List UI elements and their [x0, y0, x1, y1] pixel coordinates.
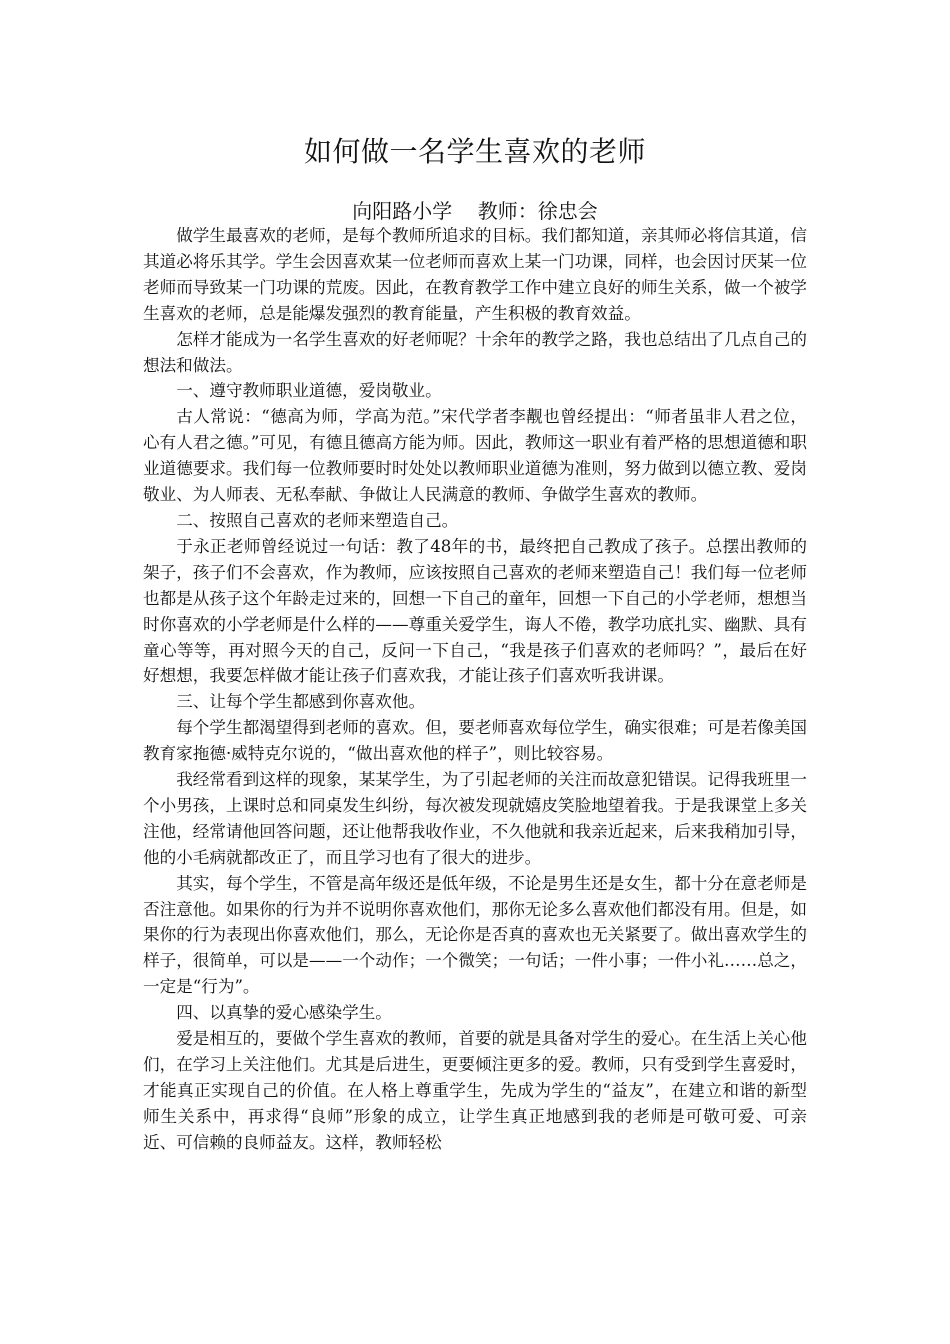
paragraph: 我经常看到这样的现象，某某学生，为了引起老师的关注而故意犯错误。记得我班里一个小男孩，上课时总和同桌发生纠纷，每次被发现就嬉皮笑脸地望着我。于是我课堂上多关注他，经常请他回答问题，还让他帮我收作业，不久他就和我亲近起来，后来我稍加引导，他的小毛病就都改正了，而且学习也有了很大的进步。 [143, 770, 807, 867]
paragraph: 做学生最喜欢的老师，是每个教师所追求的目标。我们都知道，亲其师必将信其道，信其道必将乐其学。学生会因喜欢某一位老师而喜欢上某一门功课，同样，也会因讨厌某一位老师而导致某一门功课的荒废。因此，在教育教学工作中建立良好的师生关系，做一个被学生喜欢的老师，总是能爆发强烈的教育能量，产生积极的教育效益。 [143, 226, 807, 323]
paragraph: 古人常说：“德高为师，学高为范。”宋代学者李觏也曾经提出：“师者虽非人君之位，心有人君之德。”可见，有德且德高方能为师。因此，教师这一职业有着严格的思想道德和职业道德要求。我们每一位教师要时时处处以教师职业道德为准则，努力做到以德立教、爱岗敬业、为人师表、无私奉献、争做让人民满意的教师、争做学生喜欢的教师。 [143, 407, 807, 505]
section-heading: 一、遵守教师职业道德，爱岗敬业。 [176, 381, 442, 401]
paragraph: 怎样才能成为一名学生喜欢的好老师呢？十余年的教学之路，我也总结出了几点自己的想法和做法。 [143, 329, 807, 375]
document-byline: 向阳路小学 教师：徐忠会 [352, 199, 598, 223]
section-heading: 四、以真挚的爱心感染学生。 [176, 1003, 392, 1023]
document-body [143, 223, 807, 1156]
paragraph: 于永正老师曾经说过一句话：教了48年的书，最终把自己教成了孩子。总摆出教师的架子，孩子们不会喜欢，作为教师，应该按照自己喜欢的老师来塑造自己！我们每一位老师也都是从孩子这个年龄走过来的，回想一下自己的童年，回想一下自己的小学老师，想想当时你喜欢的小学老师是什么样的——尊重关爱学生，诲人不倦，教学功底扎实、幽默、具有童心等等，再对照今天的自己，反问一下自己，“我是孩子们喜欢的老师吗？”，最后在好好想想，我要怎样做才能让孩子们喜欢我，才能让孩子们喜欢听我讲课。 [143, 536, 807, 686]
section-heading: 三、让每个学生都感到你喜欢他。 [176, 692, 426, 712]
document-title: 如何做一名学生喜欢的老师 [303, 135, 646, 168]
paragraph: 其实，每个学生，不管是高年级还是低年级，不论是男生还是女生，都十分在意老师是否注意他。如果你的行为并不说明你喜欢他们，那你无论多么喜欢他们都没有用。但是，如果你的行为表现出你喜欢他们，那么，无论你是否真的喜欢也无关紧要了。做出喜欢学生的样子，很简单，可以是——一个动作；一个微笑；一句话；一件小事；一件小礼……总之，一定是“行为”。 [143, 873, 807, 997]
paragraph: 每个学生都渴望得到老师的喜欢。但，要老师喜欢每位学生，确实很难；可是若像美国教育家拖德·威特克尔说的，“做出喜欢他的样子”，则比较容易。 [143, 718, 807, 764]
section-heading: 二、按照自己喜欢的老师来塑造自己。 [176, 510, 459, 530]
paragraph: 爱是相互的，要做个学生喜欢的教师，首要的就是具备对学生的爱心。在生活上关心他们，在学习上关注他们。尤其是后进生，更要倾注更多的爱。教师，只有受到学生喜爱时，才能真正实现自己的价值。在人格上尊重学生，先成为学生的“益友”，在建立和谐的新型师生关系中，再求得“良师”形象的成立，让学生真正地感到我的老师是可敬可爱、可亲近、可信赖的良师益友。这样，教师轻松 [143, 1029, 807, 1152]
